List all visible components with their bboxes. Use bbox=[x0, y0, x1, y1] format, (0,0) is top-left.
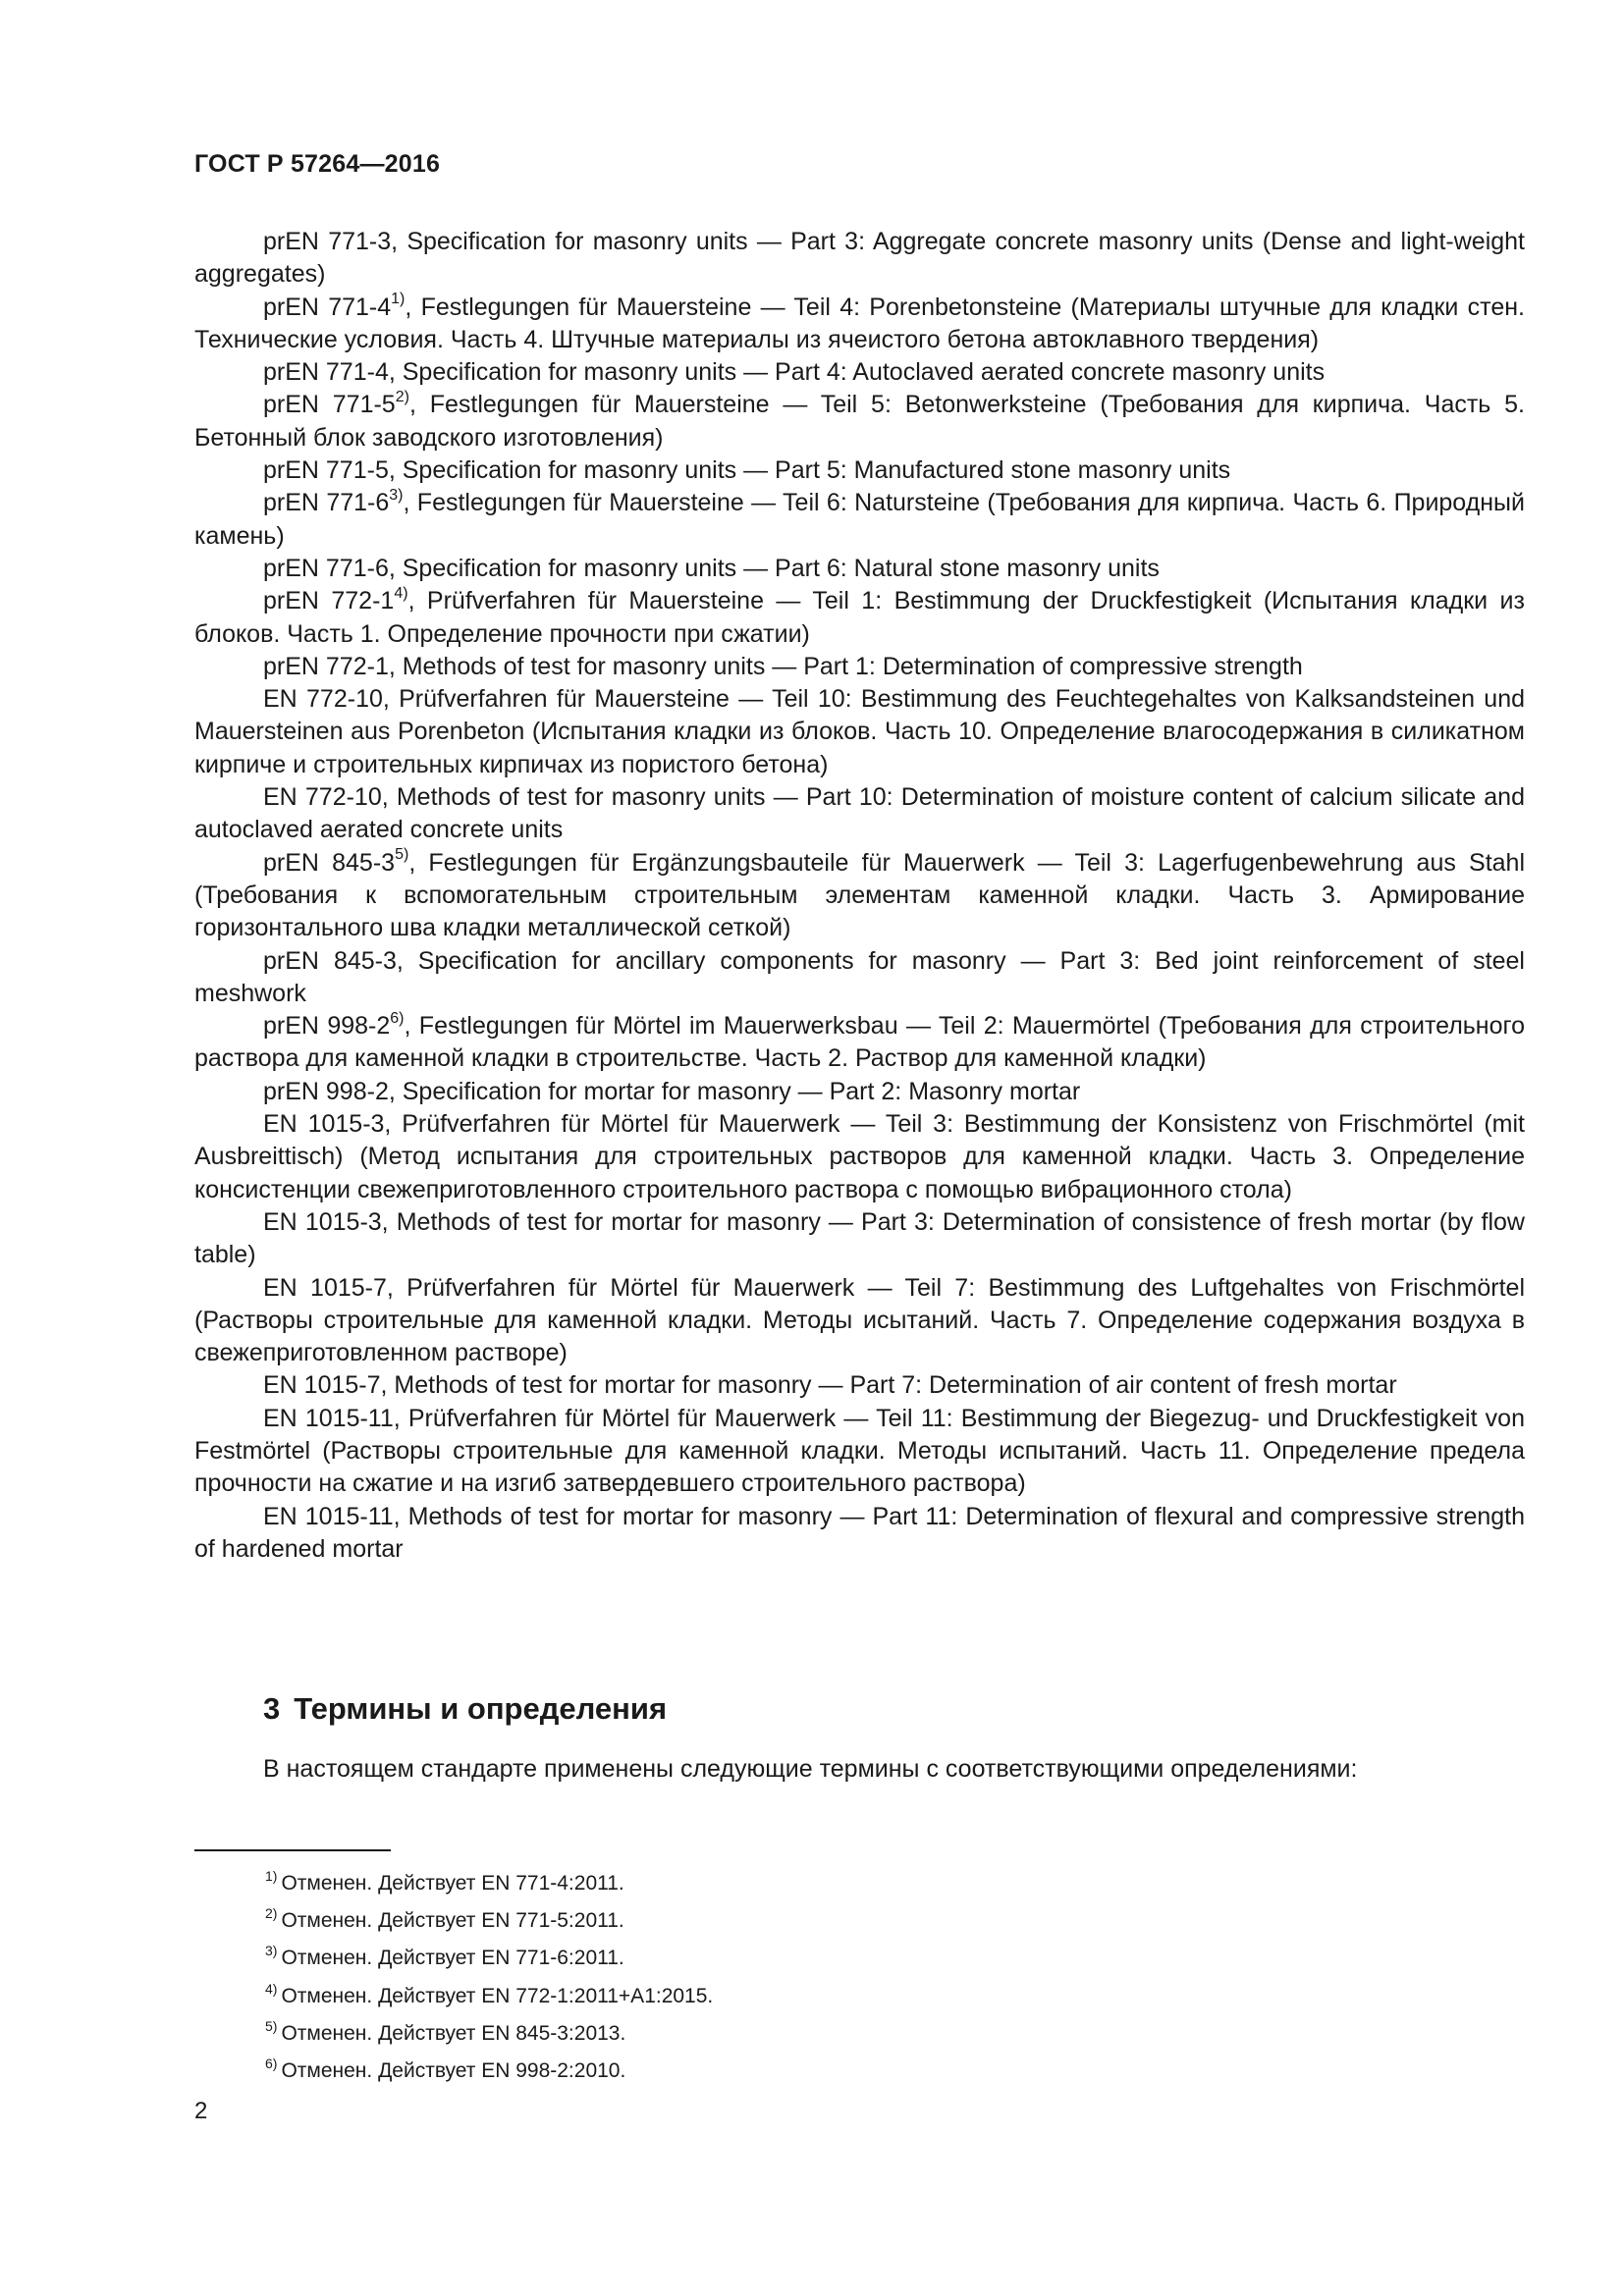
reference-code: prEN 998-2 bbox=[263, 1012, 391, 1041]
footnotes-list bbox=[265, 1870, 713, 2095]
footnote-mark: 2) bbox=[265, 1905, 278, 1922]
reference-code: prEN 771-4 bbox=[263, 293, 392, 321]
footnote-mark: 5) bbox=[395, 846, 409, 864]
footnote-text: Отменен. Действует EN 771-6:2011. bbox=[281, 1947, 624, 1970]
reference-text: , Festlegungen für Mörtel im Mauerwerksbau — Teil 2: Mauermörtel (Требования для строительного раствора для каменной кладки в строительстве. Часть 2. Раствор для каменной кладки) bbox=[194, 1012, 1525, 1073]
reference-entry: prEN 845-3, Specification for ancillary components for masonry — Part 3: Bed joint reinforcement of steel meshwork bbox=[194, 946, 1525, 1007]
reference-entry: prEN 771-4, Specification for masonry units — Part 4: Autoclaved aerated concrete masonry units bbox=[263, 358, 1326, 387]
page-number: 2 bbox=[194, 2098, 208, 2124]
reference-entry bbox=[194, 1010, 1525, 1076]
reference-code: prEN 771-6 bbox=[263, 489, 390, 517]
section-title: Термины и определения bbox=[294, 1691, 668, 1726]
reference-entry bbox=[194, 292, 1525, 357]
reference-entry: EN 1015-11, Methods of test for mortar for masonry — Part 11: Determination of flexural and compressive strength of hardened mortar bbox=[194, 1502, 1525, 1563]
footnote-mark: 3) bbox=[265, 1943, 278, 1959]
reference-entry bbox=[194, 585, 1525, 651]
reference-entry: prEN 772-1, Methods of test for masonry units — Part 1: Determination of compressive strength bbox=[263, 652, 1303, 680]
reference-code: prEN 771-5 bbox=[263, 391, 396, 419]
footnote bbox=[265, 1907, 713, 1945]
section-number: 3 bbox=[263, 1691, 281, 1726]
footnote bbox=[265, 1870, 713, 1907]
reference-entry bbox=[194, 389, 1525, 454]
reference-entry: prEN 998-2, Specification for mortar for masonry — Part 2: Masonry mortar bbox=[263, 1077, 1081, 1105]
footnote-mark: 6) bbox=[265, 2055, 278, 2071]
footnote bbox=[265, 1980, 714, 2020]
reference-entry bbox=[194, 847, 1525, 945]
document-header: ГОСТ Р 57264—2016 bbox=[194, 150, 441, 178]
reference-text: , Prüfverfahren für Mauersteine — Teil 1: Bestimmung der Druckfestigkeit (Испытания кладки из блоков. Часть 1. Определение прочности при сжатии) bbox=[194, 587, 1525, 648]
reference-entry: EN 1015-7, Methods of test for mortar for masonry — Part 7: Determination of air content of fresh mortar bbox=[263, 1371, 1397, 1400]
section-heading bbox=[263, 1691, 667, 1727]
reference-text: , Festlegungen für Mauersteine — Teil 5: Betonwerksteine (Требования для кирпича. Часть 5. Бетонный блок заводского изготовления) bbox=[194, 391, 1525, 452]
footnote-mark: 4) bbox=[394, 584, 408, 602]
reference-entry: EN 1015-3, Prüfverfahren für Mörtel für Mauerwerk — Teil 3: Bestimmung der Konsistenz von Frischmörtel (mit Ausbreittisch) (Метод испытания для строительных растворов для каменной кладки. Часть 3. Определение консистенции свежеприготовленного строительного раствора с помощью вибрационного стола) bbox=[194, 1110, 1525, 1203]
footnote-mark: 1) bbox=[391, 291, 406, 308]
footnote-separator bbox=[194, 1849, 391, 1851]
footnote-text: Отменен. Действует EN 772-1:2011+A1:2015. bbox=[281, 1984, 714, 2007]
footnote-mark: 1) bbox=[265, 1868, 278, 1884]
footnote bbox=[265, 1945, 713, 1982]
footnote-mark: 2) bbox=[395, 389, 409, 406]
footnote-mark: 6) bbox=[390, 1009, 405, 1027]
reference-entry: prEN 771-5, Specification for masonry units — Part 5: Manufactured stone masonry units bbox=[263, 456, 1231, 485]
reference-entry: prEN 771-6, Specification for masonry units — Part 6: Natural stone masonry units bbox=[263, 554, 1160, 582]
reference-entry: EN 1015-11, Prüfverfahren für Mörtel für Mauerwerk — Teil 11: Bestimmung der Biegezug- und Druckfestigkeit von Festmörtel (Растворы строительные для каменной кладки. Методы испытаний. Часть 11. Определение предела прочности на сжатие и на изгиб затвердевшего строительного раствора) bbox=[194, 1404, 1525, 1498]
reference-code: prEN 845-3 bbox=[263, 848, 396, 877]
reference-entry bbox=[194, 487, 1525, 553]
footnote-mark: 5) bbox=[265, 2017, 278, 2034]
footnote-mark: 3) bbox=[389, 487, 404, 505]
reference-entry: EN 1015-7, Prüfverfahren für Mörtel für Mauerwerk — Teil 7: Bestimmung des Luftgehaltes von Frischmörtel (Растворы строительные для каменной кладки. Методы исытаний. Часть 7. Определение содержания воздуха в свежеприготовленном растворе) bbox=[194, 1273, 1525, 1367]
footnote bbox=[265, 2057, 713, 2095]
reference-text: , Festlegungen für Mauersteine — Teil 6: Natursteine (Требования для кирпича. Часть 6. Природный камень) bbox=[194, 489, 1525, 550]
reference-text: , Festlegungen für Ergänzungsbauteile für Mauerwerk — Teil 3: Lagerfugenbewehrung aus Stahl (Требования к вспомогательным строительным элементам каменной кладки. Часть 3. Армирование горизонтального шва кладки металлической сеткой) bbox=[194, 848, 1525, 942]
reference-code: prEN 772-1 bbox=[263, 587, 395, 615]
footnote-mark: 4) bbox=[265, 1980, 278, 1997]
reference-text: , Festlegungen für Mauersteine — Teil 4: Porenbetonsteine (Материалы штучные для кладки стен. Технические условия. Часть 4. Штучные материалы из ячеистого бетона автоклавного твердения) bbox=[194, 293, 1525, 353]
footnote-text: Отменен. Действует EN 998-2:2010. bbox=[281, 2058, 626, 2082]
reference-entry: EN 772-10, Prüfverfahren für Mauersteine — Teil 10: Bestimmung des Feuchtegehaltes von Kalksandsteinen und Mauersteinen aus Porenbeton (Испытания кладки из блоков. Часть 10. Определение влагосодержания в силикатном кирпиче и строительных кирпичах из пористого бетона) bbox=[194, 685, 1525, 778]
reference-entry: prEN 771-3, Specification for masonry units — Part 3: Aggregate concrete masonry units (Dense and light-weight aggregates) bbox=[194, 228, 1525, 289]
section-intro-text: В настоящем стандарте применены следующие термины с соответствующими определениями: bbox=[263, 1755, 1358, 1783]
normative-references-list bbox=[194, 226, 1525, 1566]
footnote-text: Отменен. Действует EN 845-3:2013. bbox=[281, 2021, 626, 2045]
footnote bbox=[265, 2017, 713, 2057]
footnote-text: Отменен. Действует EN 771-4:2011. bbox=[281, 1872, 624, 1895]
reference-entry: EN 1015-3, Methods of test for mortar for masonry — Part 3: Determination of consistence of fresh mortar (by flow table) bbox=[194, 1207, 1525, 1269]
footnote-text: Отменен. Действует EN 771-5:2011. bbox=[281, 1909, 624, 1933]
reference-entry: EN 772-10, Methods of test for masonry units — Part 10: Determination of moisture content of calcium silicate and autoclaved aerated concrete units bbox=[194, 783, 1525, 844]
